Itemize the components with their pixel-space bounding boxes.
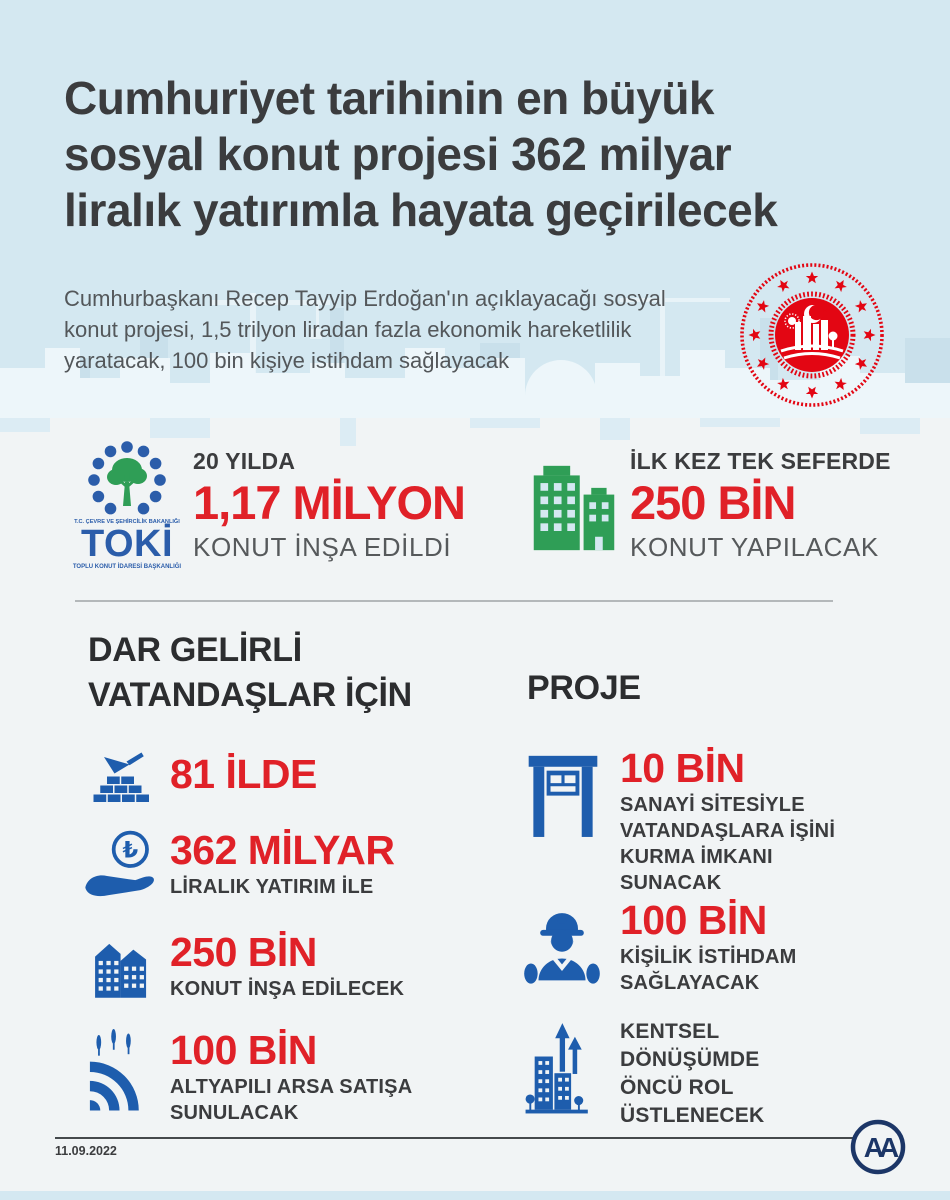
page-title — [64, 70, 884, 238]
title-line-3: liralık yatırımla hayata geçirilecek — [64, 184, 778, 236]
item-desc: KONUT İNŞA EDİLECEK — [170, 978, 405, 1000]
item-value: 81 İLDE — [170, 751, 317, 797]
toki-ministry-text: T.C. ÇEVRE VE ŞEHİRCİLİK BAKANLIĞI — [74, 519, 180, 525]
item-desc: KİŞİLİK İSTİHDAM SAĞLAYACAK — [620, 946, 797, 994]
aa-logo-text: AA — [863, 1132, 895, 1163]
urban-growth-icon — [524, 1014, 600, 1118]
title-line-1: Cumhuriyet tarihinin en büyük — [64, 72, 715, 124]
item-value: 10 BİN — [620, 745, 745, 791]
left-item-housing-new — [170, 930, 500, 1002]
left-item-investment — [170, 828, 500, 900]
item-value: 100 BİN — [620, 897, 767, 943]
page-subtitle: Cumhurbaşkanı Recep Tayyip Erdoğan'ın açıklayacağı sosyal konut projesi, 1,5 trilyon liradan fazla ekonomik hareketlilik yaratacak, 100 bin kişiye istihdam sağlayacak — [64, 286, 666, 373]
bottom-strip — [0, 1191, 950, 1200]
right-item-urban-renewal — [620, 1016, 790, 1130]
item-value: 100 BİN — [170, 1027, 317, 1073]
left-item-land — [170, 1028, 450, 1126]
left-section-heading — [88, 628, 412, 718]
footer-date: 11.09.2022 — [55, 1144, 117, 1158]
hand-lira-icon — [80, 826, 164, 906]
item-desc: SANAYİ SİTESİYLE VATANDAŞLARA İŞİNİ KURMA İMKANI SUNACAK — [620, 794, 836, 894]
item-value: 362 MİLYAR — [170, 827, 395, 873]
toki-agency-text: TOPLU KONUT İDARESİ BAŞKANLIĞI — [72, 564, 182, 570]
heading-line-2: VATANDAŞLAR İÇİN — [88, 676, 412, 714]
left-item-provinces — [170, 752, 490, 796]
footer-divider — [55, 1137, 853, 1139]
ministry-emblem-icon — [737, 260, 887, 410]
toki-name-text: TOKİ — [80, 523, 174, 565]
header-panel — [0, 0, 950, 418]
item-desc: KENTSEL DÖNÜŞÜMDE ÖNCÜ ROL ÜSTLENECEK — [620, 1020, 765, 1127]
heading-line-1: DAR GELİRLİ — [88, 631, 302, 669]
item-value: 250 BİN — [170, 929, 317, 975]
industrial-site-icon — [524, 748, 602, 844]
stat-value: 250 BİN — [630, 476, 796, 529]
stat-kicker: 20 YILDA — [193, 448, 296, 474]
stat-desc: KONUT İNŞA EDİLDİ — [193, 532, 452, 562]
right-item-industry — [620, 746, 880, 896]
land-plots-icon — [84, 1026, 158, 1112]
lira-symbol: ₺ — [122, 837, 139, 863]
item-desc: LİRALIK YATIRIM İLE — [170, 876, 374, 898]
right-section-heading: PROJE — [527, 669, 641, 707]
section-divider — [75, 600, 833, 602]
bricks-trowel-icon — [84, 748, 160, 814]
stat-housing-built — [193, 448, 523, 563]
stat-housing-planned — [630, 448, 930, 563]
construction-worker-icon — [520, 896, 604, 984]
title-line-2: sosyal konut projesi 362 milyar — [64, 128, 732, 180]
apartment-icon — [88, 928, 156, 1008]
right-item-employment — [620, 898, 840, 996]
stat-kicker: İLK KEZ TEK SEFERDE — [630, 448, 891, 474]
item-desc: ALTYAPILI ARSA SATIŞA SUNULACAK — [170, 1076, 412, 1124]
stat-value: 1,17 MİLYON — [193, 476, 465, 529]
toki-logo — [66, 434, 188, 576]
stat-desc: KONUT YAPILACAK — [630, 532, 879, 562]
aa-agency-logo — [848, 1117, 908, 1177]
green-buildings-icon — [528, 460, 620, 556]
